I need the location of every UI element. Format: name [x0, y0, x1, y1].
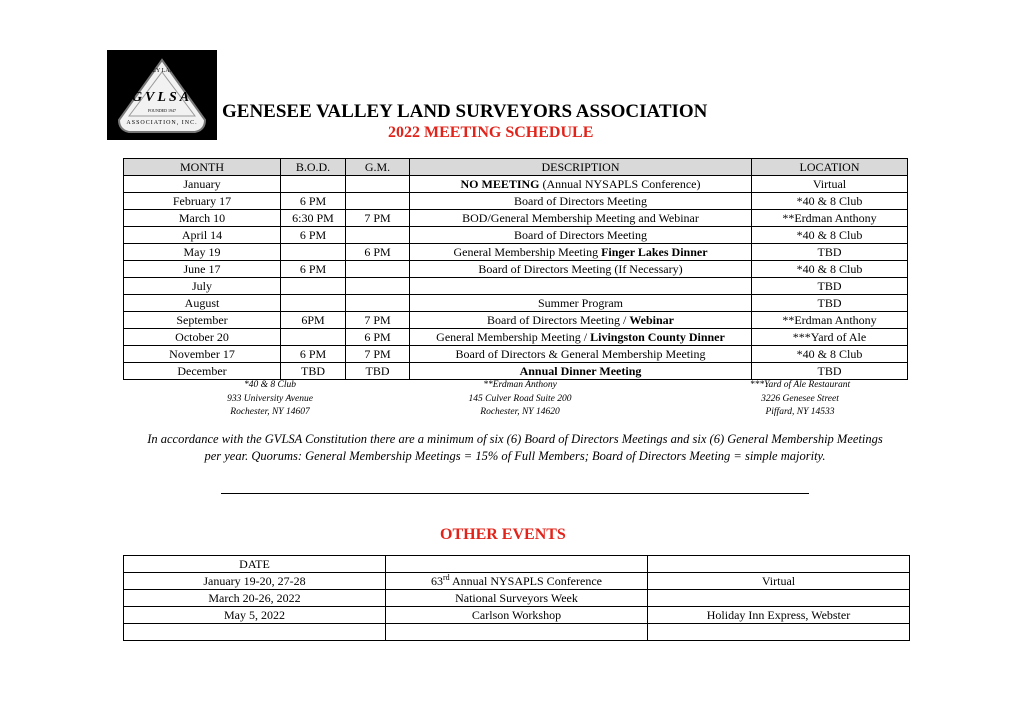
logo-main-text: GVLSA: [131, 90, 193, 105]
page-subtitle: 2022 MEETING SCHEDULE: [388, 124, 594, 141]
bod-time-cell: 6:30 PM: [281, 210, 346, 227]
location-cell: TBD: [752, 244, 908, 261]
gm-time-cell: [346, 193, 410, 210]
event-ordinal-number: 63: [431, 574, 443, 588]
location-cell: TBD: [752, 278, 908, 295]
description-cell: [410, 176, 752, 193]
address-line2: Piffard, NY 14533: [765, 407, 835, 417]
description-cell: [410, 329, 752, 346]
address-line1: 3226 Genesee Street: [761, 393, 839, 404]
event-name-text: Annual NYSAPLS Conference: [449, 574, 602, 588]
description-text: BOD/General Membership Meeting and Webinar: [462, 211, 699, 225]
month-cell: February 17: [124, 193, 281, 210]
column-header-location: LOCATION: [752, 159, 908, 176]
logo-bottom-text: ASSOCIATION, INC.: [126, 120, 198, 126]
description-cell: [410, 210, 752, 227]
month-cell: May 19: [124, 244, 281, 261]
column-header-description: DESCRIPTION: [410, 159, 752, 176]
gm-time-cell: 6 PM: [346, 329, 410, 346]
address-line1: 145 Culver Road Suite 200: [468, 393, 572, 404]
location-cell: TBD: [752, 363, 908, 380]
bod-time-cell: 6PM: [281, 312, 346, 329]
month-cell: August: [124, 295, 281, 312]
address-erdman-anthony: [440, 379, 600, 420]
location-cell: TBD: [752, 295, 908, 312]
bod-time-cell: 6 PM: [281, 346, 346, 363]
month-cell: December: [124, 363, 281, 380]
event-location-cell: Virtual: [648, 573, 910, 590]
description-text: Board of Directors Meeting (If Necessary): [478, 262, 683, 276]
schedule-row: [124, 244, 908, 261]
schedule-row: [124, 329, 908, 346]
event-date-cell: January 19-20, 27-28: [124, 573, 386, 590]
gm-time-cell: 7 PM: [346, 210, 410, 227]
description-cell: [410, 193, 752, 210]
event-date-cell: March 20-26, 2022: [124, 590, 386, 607]
event-row: [124, 624, 910, 641]
location-cell: **Erdman Anthony: [752, 210, 908, 227]
event-name-text: National Surveyors Week: [455, 591, 578, 605]
schedule-row: [124, 363, 908, 380]
address-name: ***Yard of Ale Restaurant: [749, 380, 851, 390]
address-yard-of-ale: [725, 379, 875, 420]
schedule-header-row: [124, 159, 908, 176]
gm-time-cell: [346, 176, 410, 193]
gvlsa-logo: [107, 50, 217, 140]
column-header-bod: B.O.D.: [281, 159, 346, 176]
bod-time-cell: 6 PM: [281, 227, 346, 244]
location-cell: *40 & 8 Club: [752, 261, 908, 278]
description-text: Board of Directors Meeting: [514, 228, 647, 242]
description-text: General Membership Meeting: [453, 245, 602, 259]
other-events-heading: OTHER EVENTS: [440, 526, 566, 543]
month-cell: January: [124, 176, 281, 193]
events-header-location: [648, 556, 910, 573]
constitution-note: In accordance with the GVLSA Constitution there are a minimum of six (6) Board of Directors Meetings and six (6) General Membership Meetings per year. Quorums: General Membership Meetings = 15% of Full Members; Board of Directors Meeting = simple majority.: [147, 432, 883, 463]
location-cell: *40 & 8 Club: [752, 346, 908, 363]
bod-time-cell: [281, 329, 346, 346]
schedule-row: [124, 295, 908, 312]
schedule-row: [124, 210, 908, 227]
address-name: **Erdman Anthony: [483, 380, 557, 390]
event-ordinal-suffix: rd: [443, 573, 450, 582]
events-header-date: DATE: [124, 556, 386, 573]
description-bold-text: Finger Lakes Dinner: [601, 245, 708, 259]
address-40-8-club: [200, 379, 340, 420]
schedule-row: [124, 176, 908, 193]
bod-time-cell: 6 PM: [281, 261, 346, 278]
schedule-body: [124, 176, 908, 380]
month-cell: March 10: [124, 210, 281, 227]
location-cell: *40 & 8 Club: [752, 193, 908, 210]
location-cell: Virtual: [752, 176, 908, 193]
logo-year-text: FOUNDED 1947: [147, 108, 177, 113]
gm-time-cell: 6 PM: [346, 244, 410, 261]
schedule-row: [124, 278, 908, 295]
events-header-event: [386, 556, 648, 573]
column-header-gm: G.M.: [346, 159, 410, 176]
month-cell: October 20: [124, 329, 281, 346]
bod-time-cell: TBD: [281, 363, 346, 380]
event-name-cell: [386, 624, 648, 641]
event-date-cell: [124, 624, 386, 641]
schedule-row: [124, 193, 908, 210]
other-events-body: [124, 556, 910, 641]
location-cell: *40 & 8 Club: [752, 227, 908, 244]
description-text: General Membership Meeting /: [436, 330, 591, 344]
event-date-cell: May 5, 2022: [124, 607, 386, 624]
description-cell: [410, 363, 752, 380]
other-events-table: [123, 555, 910, 641]
column-header-month: MONTH: [124, 159, 281, 176]
address-name: *40 & 8 Club: [244, 380, 296, 390]
event-name-text: Carlson Workshop: [471, 608, 562, 622]
description-text: Board of Directors Meeting /: [487, 313, 630, 327]
month-cell: June 17: [124, 261, 281, 278]
gm-time-cell: [346, 278, 410, 295]
page-title: GENESEE VALLEY LAND SURVEYORS ASSOCIATION: [222, 101, 708, 122]
schedule-row: [124, 346, 908, 363]
month-cell: September: [124, 312, 281, 329]
schedule-row: [124, 312, 908, 329]
description-bold-text: Webinar: [629, 313, 674, 327]
description-bold-text: Livingston County Dinner: [590, 330, 725, 344]
gm-time-cell: 7 PM: [346, 346, 410, 363]
gm-time-cell: [346, 295, 410, 312]
bod-time-cell: [281, 176, 346, 193]
address-line2: Rochester, NY 14620: [480, 407, 560, 417]
description-cell: [410, 346, 752, 363]
meeting-schedule-table: [123, 158, 908, 380]
gm-time-cell: [346, 261, 410, 278]
schedule-row: [124, 227, 908, 244]
month-cell: July: [124, 278, 281, 295]
events-header-row: [124, 556, 910, 573]
bod-time-cell: 6 PM: [281, 193, 346, 210]
address-line2: Rochester, NY 14607: [230, 407, 310, 417]
bod-time-cell: [281, 295, 346, 312]
description-text: Summer Program: [538, 296, 623, 310]
gm-time-cell: TBD: [346, 363, 410, 380]
bod-time-cell: [281, 244, 346, 261]
location-cell: ***Yard of Ale: [752, 329, 908, 346]
event-location-cell: [648, 624, 910, 641]
event-row: [124, 607, 910, 624]
description-cell: [410, 278, 752, 295]
location-cell: **Erdman Anthony: [752, 312, 908, 329]
gm-time-cell: [346, 227, 410, 244]
gm-time-cell: 7 PM: [346, 312, 410, 329]
description-cell: [410, 244, 752, 261]
event-row: [124, 573, 910, 590]
description-cell: [410, 261, 752, 278]
month-cell: April 14: [124, 227, 281, 244]
divider-line: [221, 493, 809, 494]
description-text: Board of Directors & General Membership Meeting: [455, 347, 706, 361]
description-cell: [410, 227, 752, 244]
logo-top-text: GENESEE VALLEY LAND SURVEYORS: [109, 68, 215, 74]
event-name-cell: [386, 590, 648, 607]
address-line1: 933 University Avenue: [227, 393, 313, 404]
month-cell: November 17: [124, 346, 281, 363]
event-location-cell: [648, 590, 910, 607]
description-text: Board of Directors Meeting: [514, 194, 647, 208]
event-name-cell: [386, 607, 648, 624]
event-name-cell: [386, 573, 648, 590]
event-row: [124, 590, 910, 607]
description-suffix-text: (Annual NYSAPLS Conference): [539, 177, 701, 191]
description-cell: [410, 295, 752, 312]
bod-time-cell: [281, 278, 346, 295]
description-bold-text: NO MEETING: [460, 177, 540, 191]
event-location-cell: Holiday Inn Express, Webster: [648, 607, 910, 624]
description-bold-text: Annual Dinner Meeting: [519, 364, 642, 378]
description-cell: [410, 312, 752, 329]
schedule-row: [124, 261, 908, 278]
